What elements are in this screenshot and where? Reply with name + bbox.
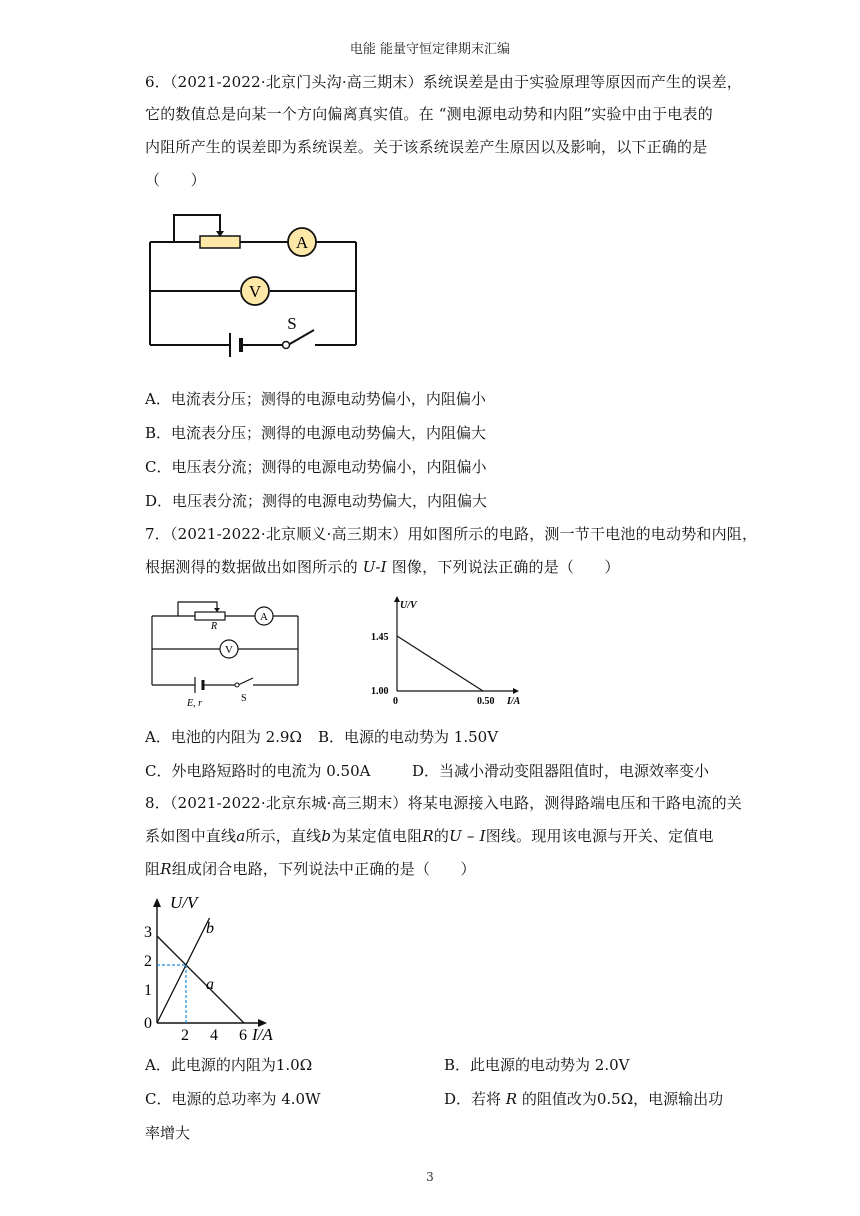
q7-line-1: 7．（2021-2022·北京顺义·高三期末）用如图所示的电路，测一节干电池的电动势和内阻，	[145, 525, 758, 543]
q8-y-tick-2: 2	[144, 953, 152, 970]
q8-line-2-R: R	[422, 827, 434, 845]
q8-line-a	[157, 936, 244, 1023]
q8-option-c: C．电源的总功率为 4.0W	[145, 1090, 321, 1108]
q8-option-d-R: R	[505, 1090, 518, 1108]
q7-voltmeter-label: V	[225, 644, 233, 656]
q7-option-a: A．电池的内阻为 2.9Ω	[145, 728, 302, 746]
q7-option-b: B．电源的电动势为 1.50V	[318, 728, 499, 746]
q7-circuit-diagram	[145, 596, 305, 708]
q8-line-2-mid3: 的	[433, 827, 450, 845]
q6-line-4: （ ）	[145, 171, 206, 189]
q8-line-3-post: 组成闭合电路，下列说法中正确的是（ ）	[171, 860, 476, 878]
q7-option-c: C．外电路短路时的电流为 0.50A	[145, 762, 371, 780]
q7-x-tick-0: 0	[393, 696, 398, 707]
q8-line-b	[157, 918, 210, 1023]
q6-circuit-diagram	[140, 205, 370, 365]
q8-x-label: I/A	[252, 1025, 273, 1040]
q8-y-tick-3: 3	[144, 924, 152, 941]
q7-line-2-pre: 根据测得的数据做出如图所示的	[145, 558, 363, 576]
q7-option-d: D．当减小滑动变阻器阻值时，电源效率变小	[412, 762, 710, 780]
q6-option-a: A．电流表分压；测得的电源电动势偏小，内阻偏小	[145, 390, 486, 408]
q8-line-3-pre: 阻	[145, 860, 161, 878]
q8-line-3	[145, 859, 476, 879]
q7-ui-graph	[365, 594, 535, 710]
q8-line-2	[145, 826, 714, 846]
q8-y-tick-1: 1	[144, 982, 152, 999]
q7-resistor-label: R	[211, 621, 218, 632]
q7-switch-label: S	[241, 693, 247, 704]
q7-ammeter-label: A	[260, 611, 268, 623]
q8-line-b-label: b	[206, 920, 214, 937]
q8-line-3-R: R	[160, 860, 172, 878]
q7-y-tick-2: 1.00	[371, 686, 389, 697]
q8-line-2-UI: U – I	[449, 827, 486, 845]
q6-option-b: B．电流表分压；测得的电源电动势偏大，内阻偏大	[145, 424, 487, 442]
q6-ammeter-label: A	[295, 233, 309, 252]
q8-line-2-pre: 系如图中直线	[145, 827, 237, 845]
q8-line-2-mid2: 为某定值电阻	[331, 827, 423, 845]
q8-option-a: A．此电源的内阻为1.0Ω	[145, 1056, 313, 1074]
q8-ui-graph	[140, 895, 290, 1040]
q6-rheostat	[200, 236, 240, 248]
q8-option-d-continued: 率增大	[145, 1124, 191, 1142]
page-header: 电能 能量守恒定律期末汇编	[349, 42, 511, 57]
q8-x-tick-4: 4	[210, 1027, 218, 1040]
q8-option-d-pre: D．若将	[444, 1090, 506, 1108]
q6-switch-label: S	[287, 314, 297, 333]
q8-line-2-mid: 所示，直线	[245, 827, 322, 845]
q8-option-b: B．此电源的电动势为 2.0V	[444, 1056, 630, 1074]
q8-x-tick-2: 2	[181, 1027, 189, 1040]
q7-y-label: U/V	[400, 600, 417, 611]
q7-line-2	[145, 557, 620, 577]
q7-line-2-post: 图像，下列说法正确的是（ ）	[386, 558, 620, 576]
q7-line-2-var: U-I	[362, 558, 387, 576]
q7-y-tick-1: 1.45	[371, 632, 389, 643]
q6-option-c: C．电压表分流；测得的电源电动势偏小，内阻偏小	[145, 458, 487, 476]
q6-voltmeter-label: V	[248, 282, 262, 301]
q8-line-2-a: a	[236, 827, 246, 845]
q8-line-2-post: 图线。现用该电源与开关、定值电	[485, 827, 714, 845]
q8-line-a-label: a	[206, 976, 214, 993]
q7-x-label: I/A	[507, 696, 521, 707]
q8-y-tick-0: 0	[144, 1015, 152, 1032]
q7-data-line	[397, 636, 483, 691]
q6-line-3: 内阻所产生的误差即为系统误差。关于该系统误差产生原因以及影响，以下正确的是	[145, 138, 708, 156]
q8-option-d-post: 的阻值改为0.5Ω，电源输出功	[517, 1090, 724, 1108]
q8-x-tick-6: 6	[239, 1027, 247, 1040]
q7-x-tick-1: 0.50	[477, 696, 495, 707]
q6-option-d: D．电压表分流；测得的电源电动势偏大，内阻偏大	[145, 492, 488, 510]
q8-y-label: U/V	[170, 895, 198, 912]
page-number: 3	[426, 1170, 434, 1184]
q8-line-1: 8．（2021-2022·北京东城·高三期末）将某电源接入电路，测得路端电压和干路电流的关	[145, 794, 742, 812]
q6-line-2: 它的数值总是向某一个方向偏离真实值。在 “测电源电动势和内阻”实验中由于电表的	[145, 105, 713, 123]
q7-rheostat	[195, 612, 225, 620]
q6-line-1: 6．（2021-2022·北京门头沟·高三期末）系统误差是由于实验原理等原因而产生的误差，	[145, 73, 742, 91]
q8-option-d	[444, 1088, 723, 1109]
q8-line-2-b: b	[321, 827, 332, 845]
q7-source-label: E, r	[187, 698, 202, 708]
